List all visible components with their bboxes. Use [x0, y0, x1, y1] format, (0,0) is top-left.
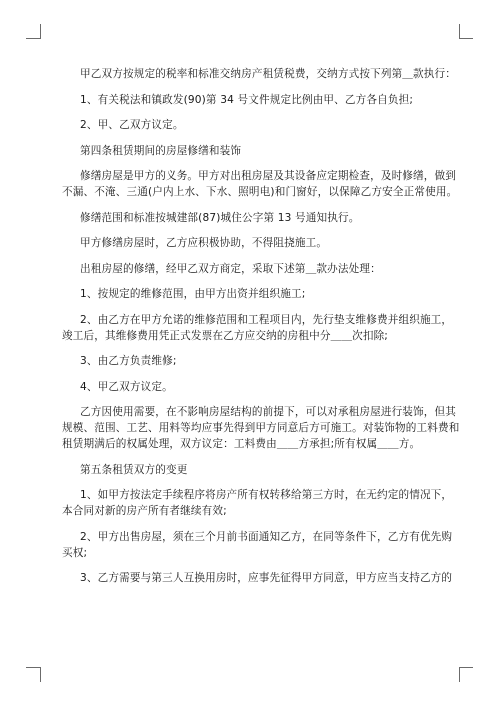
- paragraph: [62, 286, 444, 302]
- text-line: 甲乙双方按规定的税率和标准交纳房产租赁税费，交纳方式按下列第＿款执行：: [80, 68, 457, 80]
- text-line: 3、乙方需要与第三人互换用房时，应事先征得甲方同意，甲方应当支持乙方的: [80, 572, 453, 584]
- paragraph-spacer: [62, 226, 444, 236]
- paragraph: [62, 404, 460, 452]
- paragraph-spacer: [62, 200, 444, 210]
- paragraph: [62, 143, 444, 159]
- paragraph: [62, 210, 444, 226]
- paragraph: [62, 66, 457, 82]
- paragraph-spacer: [62, 82, 444, 92]
- text-line: 第四条租赁期间的房屋修缮和装饰: [80, 144, 242, 157]
- text-line: 2、由乙方在甲方允诺的维修范围和工程项目内，先行垫支维修费并组织施工，: [80, 313, 453, 326]
- text-line: 竣工后，其维修费用凭正式发票在乙方应交纳的房租中分＿＿次扣除;: [62, 329, 389, 342]
- text-line: 租赁期满后的权属处理，双方议定：工料费由＿＿方承担;所有权属＿＿方。: [62, 438, 421, 450]
- text-line: 2、甲、乙双方议定。: [80, 119, 184, 131]
- paragraph-spacer: [62, 251, 444, 261]
- paragraph: [62, 261, 444, 277]
- paragraph: [62, 353, 444, 369]
- paragraph-spacer: [62, 478, 444, 488]
- text-line: 乙方因使用需要，在不影响房屋结构的前提下，可以对承租房屋进行装饰，但其: [80, 406, 457, 418]
- text-line: 修缮范围和标准按城建部(87)城住公字第 13 号通知执行。: [80, 211, 360, 224]
- paragraph-spacer: [62, 344, 444, 354]
- paragraph-spacer: [62, 277, 444, 287]
- text-line: 3、由乙方负责维修;: [80, 355, 177, 367]
- paragraph-spacer: [62, 395, 444, 405]
- paragraph: [62, 312, 453, 344]
- document-body: [62, 66, 460, 586]
- text-line: 甲方修缮房屋时，乙方应积极协助，不得阻挠施工。: [80, 237, 328, 249]
- text-line: 4、甲乙双方议定。: [80, 380, 173, 393]
- paragraph-spacer: [62, 108, 444, 118]
- text-line: 出租房屋的修缮，经甲乙双方商定，采取下述第＿款办法处理：: [80, 262, 381, 275]
- text-line: 规模、范围、工艺、用料等均应事先得到甲方同意后方可施工。对装饰物的工料费和: [62, 422, 460, 434]
- text-line: 第五条租赁双方的变更: [80, 463, 188, 476]
- text-line: 1、按规定的维修范围，由甲方出资并组织施工;: [80, 288, 306, 300]
- paragraph: [62, 487, 453, 519]
- paragraph-spacer: [62, 302, 444, 312]
- paragraph: [62, 92, 444, 108]
- paragraph: [62, 117, 444, 133]
- paragraph: [62, 462, 444, 478]
- text-line: 1、有关税法和镇政发(90)第 34 号文件规定比例由甲、乙方各自负担;: [80, 93, 414, 106]
- paragraph: [62, 235, 444, 251]
- text-line: 买权;: [62, 546, 88, 559]
- paragraph: [62, 379, 444, 395]
- paragraph-spacer: [62, 452, 444, 462]
- text-line: 修缮房屋是甲方的义务。甲方对出租房屋及其设备应定期检查，及时修缮，做到: [80, 170, 457, 182]
- paragraph: [62, 570, 453, 586]
- paragraph-spacer: [62, 369, 444, 379]
- paragraph-spacer: [62, 561, 444, 571]
- text-line: 1、如甲方按法定手续程序将房产所有权转移给第三方时，在无约定的情况下，: [80, 489, 453, 501]
- text-line: 本合同对新的房产所有者继续有效;: [62, 505, 227, 517]
- paragraph-spacer: [62, 133, 444, 143]
- paragraph: [62, 529, 453, 561]
- paragraph: [62, 168, 458, 200]
- text-line: 不漏、不淹、三通(户内上水、下水、照明电)和门窗好，以保障乙方安全正常使用。: [62, 186, 458, 198]
- paragraph-spacer: [62, 159, 444, 169]
- text-line: 2、甲方出售房屋，须在三个月前书面通知乙方，在同等条件下，乙方有优先购: [80, 530, 453, 543]
- paragraph-spacer: [62, 519, 444, 529]
